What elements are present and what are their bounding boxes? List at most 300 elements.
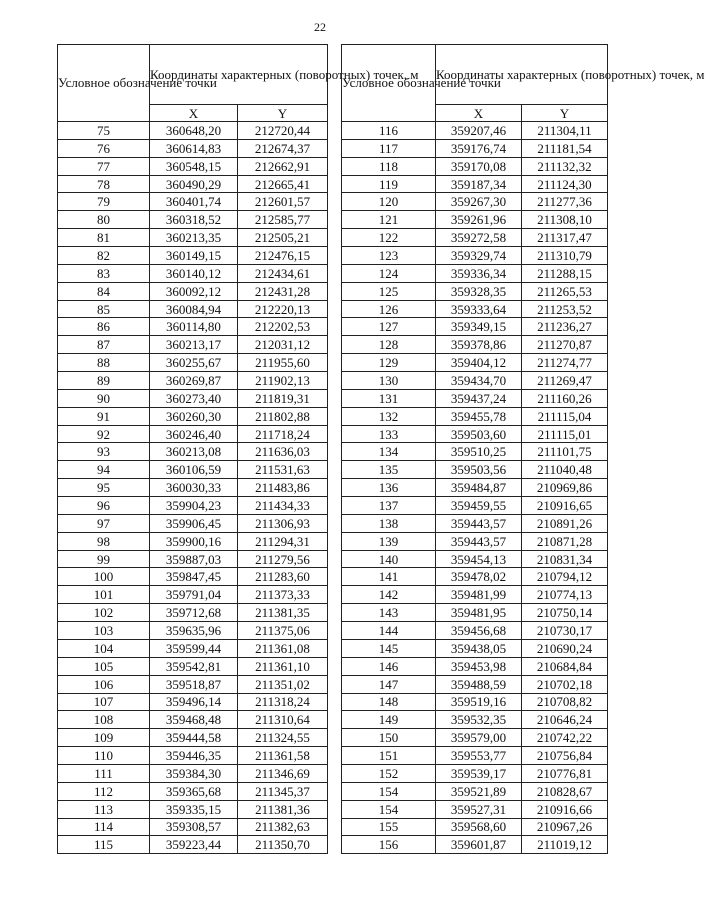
point-id-cell: 114 [58,818,150,836]
y-coordinate-cell: 212674,37 [238,139,328,157]
y-coordinate-cell: 210831,34 [522,550,608,568]
coordinates-table-right [341,44,705,854]
point-id-cell: 76 [58,139,150,157]
point-id-cell: 141 [342,568,436,586]
y-coordinate-cell: 212202,53 [238,318,328,336]
x-coordinate-cell: 360401,74 [150,193,238,211]
point-id-cell: 123 [342,247,436,265]
x-coordinate-cell: 359365,68 [150,782,238,800]
table-row [58,157,328,175]
y-coordinate-cell: 211318,24 [238,693,328,711]
y-coordinate-cell: 212585,77 [238,211,328,229]
table-row [58,818,328,836]
header-point-label: Условное обозначение точки [342,45,436,122]
y-coordinate-cell: 210967,26 [522,818,608,836]
x-coordinate-cell: 359553,77 [436,747,522,765]
y-coordinate-cell: 212505,21 [238,229,328,247]
point-id-cell: 116 [342,122,436,140]
y-coordinate-cell: 211381,36 [238,800,328,818]
point-id-cell: 147 [342,675,436,693]
x-coordinate-cell: 360246,40 [150,425,238,443]
table-row [342,479,608,497]
point-id-cell: 110 [58,747,150,765]
table-row [342,532,608,550]
table-row [342,336,608,354]
point-id-cell: 126 [342,300,436,318]
table-row [58,425,328,443]
x-coordinate-cell: 360318,52 [150,211,238,229]
table-row [58,407,328,425]
x-coordinate-cell: 359437,24 [436,389,522,407]
header-coordinates: Координаты характерных (поворотных) точек, м [436,45,608,105]
x-coordinate-cell: 359601,87 [436,836,522,854]
point-id-cell: 149 [342,711,436,729]
x-coordinate-cell: 360084,94 [150,300,238,318]
table-row [342,407,608,425]
table-row [58,836,328,854]
table-row [342,247,608,265]
y-coordinate-cell: 211373,33 [238,586,328,604]
table-row [58,300,328,318]
x-coordinate-cell: 359207,46 [436,122,522,140]
table-row [342,443,608,461]
point-id-cell: 140 [342,550,436,568]
x-coordinate-cell: 359478,02 [436,568,522,586]
point-id-cell: 101 [58,586,150,604]
y-coordinate-cell: 211483,86 [238,479,328,497]
point-id-cell: 87 [58,336,150,354]
x-coordinate-cell: 359455,78 [436,407,522,425]
x-coordinate-cell: 359223,44 [150,836,238,854]
y-coordinate-cell: 211346,69 [238,764,328,782]
x-coordinate-cell: 359542,81 [150,657,238,675]
x-coordinate-cell: 359328,35 [436,282,522,300]
x-coordinate-cell: 359384,30 [150,764,238,782]
table-row [58,586,328,604]
point-id-cell: 124 [342,264,436,282]
x-coordinate-cell: 359527,31 [436,800,522,818]
header-x: X [150,105,238,122]
point-id-cell: 94 [58,461,150,479]
y-coordinate-cell: 211350,70 [238,836,328,854]
table-row [58,193,328,211]
point-id-cell: 134 [342,443,436,461]
point-id-cell: 156 [342,836,436,854]
table-row [342,389,608,407]
y-coordinate-cell: 211288,15 [522,264,608,282]
x-coordinate-cell: 360614,83 [150,139,238,157]
y-coordinate-cell: 212031,12 [238,336,328,354]
point-id-cell: 83 [58,264,150,282]
point-id-cell: 108 [58,711,150,729]
x-coordinate-cell: 360106,59 [150,461,238,479]
point-id-cell: 122 [342,229,436,247]
table-row [342,139,608,157]
y-coordinate-cell: 210646,24 [522,711,608,729]
y-coordinate-cell: 211253,52 [522,300,608,318]
table-row [58,675,328,693]
header-point-label: Условное обозначение точки [58,45,150,122]
x-coordinate-cell: 359434,70 [436,372,522,390]
point-id-cell: 103 [58,622,150,640]
y-coordinate-cell: 210742,22 [522,729,608,747]
table-row [342,586,608,604]
x-coordinate-cell: 359336,34 [436,264,522,282]
x-coordinate-cell: 359481,99 [436,586,522,604]
point-id-cell: 78 [58,175,150,193]
x-coordinate-cell: 359459,55 [436,497,522,515]
table-row [342,354,608,372]
y-coordinate-cell: 211317,47 [522,229,608,247]
table-row [342,675,608,693]
x-coordinate-cell: 359176,74 [436,139,522,157]
table-row [58,764,328,782]
point-id-cell: 137 [342,497,436,515]
point-id-cell: 131 [342,389,436,407]
y-coordinate-cell: 210828,67 [522,782,608,800]
table-row [342,800,608,818]
table-row [58,354,328,372]
point-id-cell: 150 [342,729,436,747]
y-coordinate-cell: 211115,04 [522,407,608,425]
table-row [58,800,328,818]
x-coordinate-cell: 359329,74 [436,247,522,265]
point-id-cell: 91 [58,407,150,425]
point-id-cell: 128 [342,336,436,354]
x-coordinate-cell: 360213,08 [150,443,238,461]
table-row [58,282,328,300]
x-coordinate-cell: 359510,25 [436,443,522,461]
y-coordinate-cell: 211310,79 [522,247,608,265]
x-coordinate-cell: 360548,15 [150,157,238,175]
y-coordinate-cell: 212720,44 [238,122,328,140]
x-coordinate-cell: 359468,48 [150,711,238,729]
y-coordinate-cell: 210690,24 [522,639,608,657]
point-id-cell: 99 [58,550,150,568]
table-body-right [342,122,608,854]
y-coordinate-cell: 212220,13 [238,300,328,318]
point-id-cell: 143 [342,604,436,622]
x-coordinate-cell: 360213,17 [150,336,238,354]
x-coordinate-cell: 359488,59 [436,675,522,693]
x-coordinate-cell: 359404,12 [436,354,522,372]
table-row [58,711,328,729]
x-coordinate-cell: 360648,20 [150,122,238,140]
point-id-cell: 96 [58,497,150,515]
table-row [58,211,328,229]
point-id-cell: 92 [58,425,150,443]
y-coordinate-cell: 211269,47 [522,372,608,390]
y-coordinate-cell: 211270,87 [522,336,608,354]
point-id-cell: 75 [58,122,150,140]
point-id-cell: 130 [342,372,436,390]
x-coordinate-cell: 360269,87 [150,372,238,390]
point-id-cell: 105 [58,657,150,675]
point-id-cell: 142 [342,586,436,604]
y-coordinate-cell: 211381,35 [238,604,328,622]
point-id-cell: 97 [58,514,150,532]
table-row [58,497,328,515]
x-coordinate-cell: 359267,30 [436,193,522,211]
x-coordinate-cell: 359635,96 [150,622,238,640]
x-coordinate-cell: 360255,67 [150,354,238,372]
x-coordinate-cell: 359170,08 [436,157,522,175]
y-coordinate-cell: 211955,60 [238,354,328,372]
y-coordinate-cell: 211306,93 [238,514,328,532]
table-row [58,175,328,193]
point-id-cell: 152 [342,764,436,782]
x-coordinate-cell: 359484,87 [436,479,522,497]
point-id-cell: 115 [58,836,150,854]
y-coordinate-cell: 212662,91 [238,157,328,175]
y-coordinate-cell: 211345,37 [238,782,328,800]
table-row [342,711,608,729]
x-coordinate-cell: 359446,35 [150,747,238,765]
table-row [342,497,608,515]
x-coordinate-cell: 359443,57 [436,514,522,532]
x-coordinate-cell: 360092,12 [150,282,238,300]
table-row [342,264,608,282]
table-row [342,514,608,532]
y-coordinate-cell: 210891,26 [522,514,608,532]
point-id-cell: 121 [342,211,436,229]
y-coordinate-cell: 211274,77 [522,354,608,372]
table-row [342,747,608,765]
y-coordinate-cell: 210969,86 [522,479,608,497]
table-row [58,479,328,497]
y-coordinate-cell: 211434,33 [238,497,328,515]
x-coordinate-cell: 359308,57 [150,818,238,836]
table-row [342,622,608,640]
table-row [58,747,328,765]
point-id-cell: 132 [342,407,436,425]
table-row [58,389,328,407]
y-coordinate-cell: 210730,17 [522,622,608,640]
y-coordinate-cell: 212476,15 [238,247,328,265]
y-coordinate-cell: 210774,13 [522,586,608,604]
point-id-cell: 104 [58,639,150,657]
table-row [342,461,608,479]
x-coordinate-cell: 359579,00 [436,729,522,747]
table-row [342,764,608,782]
y-coordinate-cell: 211279,56 [238,550,328,568]
table-row [342,193,608,211]
point-id-cell: 98 [58,532,150,550]
table-row [342,300,608,318]
x-coordinate-cell: 359444,58 [150,729,238,747]
y-coordinate-cell: 211375,06 [238,622,328,640]
y-coordinate-cell: 210794,12 [522,568,608,586]
point-id-cell: 112 [58,782,150,800]
y-coordinate-cell: 211819,31 [238,389,328,407]
x-coordinate-cell: 359521,89 [436,782,522,800]
table-row [342,818,608,836]
point-id-cell: 93 [58,443,150,461]
x-coordinate-cell: 359712,68 [150,604,238,622]
y-coordinate-cell: 212431,28 [238,282,328,300]
point-id-cell: 151 [342,747,436,765]
point-id-cell: 109 [58,729,150,747]
x-coordinate-cell: 359518,87 [150,675,238,693]
header-y: Y [522,105,608,122]
y-coordinate-cell: 211160,26 [522,389,608,407]
table-row [58,568,328,586]
y-coordinate-cell: 211294,31 [238,532,328,550]
x-coordinate-cell: 359532,35 [436,711,522,729]
table-row [58,229,328,247]
y-coordinate-cell: 212665,41 [238,175,328,193]
point-id-cell: 148 [342,693,436,711]
point-id-cell: 144 [342,622,436,640]
y-coordinate-cell: 211181,54 [522,139,608,157]
x-coordinate-cell: 359539,17 [436,764,522,782]
table-row [58,532,328,550]
y-coordinate-cell: 210702,18 [522,675,608,693]
y-coordinate-cell: 210916,66 [522,800,608,818]
x-coordinate-cell: 360030,33 [150,479,238,497]
y-coordinate-cell: 211124,30 [522,175,608,193]
table-row [58,657,328,675]
header-y: Y [238,105,328,122]
table-row [58,443,328,461]
point-id-cell: 135 [342,461,436,479]
table-row [58,550,328,568]
y-coordinate-cell: 211277,36 [522,193,608,211]
point-id-cell: 127 [342,318,436,336]
table-row [58,122,328,140]
y-coordinate-cell: 211636,03 [238,443,328,461]
table-row [342,782,608,800]
x-coordinate-cell: 360490,29 [150,175,238,193]
x-coordinate-cell: 359456,68 [436,622,522,640]
point-id-cell: 117 [342,139,436,157]
x-coordinate-cell: 359453,98 [436,657,522,675]
y-coordinate-cell: 211019,12 [522,836,608,854]
y-coordinate-cell: 211361,10 [238,657,328,675]
point-id-cell: 154 [342,782,436,800]
x-coordinate-cell: 359333,64 [436,300,522,318]
y-coordinate-cell: 211351,02 [238,675,328,693]
table-row [342,604,608,622]
point-id-cell: 77 [58,157,150,175]
x-coordinate-cell: 359335,15 [150,800,238,818]
table-row [58,372,328,390]
y-coordinate-cell: 210684,84 [522,657,608,675]
table-row [58,264,328,282]
table-row [342,211,608,229]
point-id-cell: 82 [58,247,150,265]
x-coordinate-cell: 360114,80 [150,318,238,336]
x-coordinate-cell: 359378,86 [436,336,522,354]
x-coordinate-cell: 359438,05 [436,639,522,657]
point-id-cell: 136 [342,479,436,497]
x-coordinate-cell: 359272,58 [436,229,522,247]
x-coordinate-cell: 359496,14 [150,693,238,711]
y-coordinate-cell: 211283,60 [238,568,328,586]
x-coordinate-cell: 359503,56 [436,461,522,479]
header-x: X [436,105,522,122]
x-coordinate-cell: 359847,45 [150,568,238,586]
x-coordinate-cell: 359503,60 [436,425,522,443]
table-row [342,550,608,568]
table-row [58,693,328,711]
point-id-cell: 133 [342,425,436,443]
table-row [342,122,608,140]
y-coordinate-cell: 211236,27 [522,318,608,336]
x-coordinate-cell: 359261,96 [436,211,522,229]
table-row [342,175,608,193]
y-coordinate-cell: 211132,32 [522,157,608,175]
x-coordinate-cell: 359887,03 [150,550,238,568]
y-coordinate-cell: 211902,13 [238,372,328,390]
x-coordinate-cell: 360149,15 [150,247,238,265]
table-row [58,139,328,157]
table-body-left [58,122,328,854]
point-id-cell: 100 [58,568,150,586]
y-coordinate-cell: 210916,65 [522,497,608,515]
table-row [342,729,608,747]
point-id-cell: 80 [58,211,150,229]
y-coordinate-cell: 211308,10 [522,211,608,229]
x-coordinate-cell: 359187,34 [436,175,522,193]
x-coordinate-cell: 359904,23 [150,497,238,515]
table-row [342,693,608,711]
point-id-cell: 155 [342,818,436,836]
table-row [58,461,328,479]
table-row [342,282,608,300]
point-id-cell: 138 [342,514,436,532]
point-id-cell: 111 [58,764,150,782]
y-coordinate-cell: 211718,24 [238,425,328,443]
point-id-cell: 90 [58,389,150,407]
y-coordinate-cell: 210756,84 [522,747,608,765]
point-id-cell: 118 [342,157,436,175]
x-coordinate-cell: 359349,15 [436,318,522,336]
y-coordinate-cell: 211101,75 [522,443,608,461]
x-coordinate-cell: 360140,12 [150,264,238,282]
y-coordinate-cell: 212434,61 [238,264,328,282]
table-row [342,425,608,443]
y-coordinate-cell: 210708,82 [522,693,608,711]
point-id-cell: 107 [58,693,150,711]
table-row [58,336,328,354]
point-id-cell: 85 [58,300,150,318]
y-coordinate-cell: 211265,53 [522,282,608,300]
point-id-cell: 146 [342,657,436,675]
x-coordinate-cell: 360273,40 [150,389,238,407]
point-id-cell: 125 [342,282,436,300]
x-coordinate-cell: 359443,57 [436,532,522,550]
table-row [58,514,328,532]
point-id-cell: 79 [58,193,150,211]
table-row [342,229,608,247]
point-id-cell: 81 [58,229,150,247]
x-coordinate-cell: 359906,45 [150,514,238,532]
y-coordinate-cell: 211361,58 [238,747,328,765]
x-coordinate-cell: 359791,04 [150,586,238,604]
point-id-cell: 154 [342,800,436,818]
point-id-cell: 95 [58,479,150,497]
point-id-cell: 86 [58,318,150,336]
table-row [342,318,608,336]
y-coordinate-cell: 211802,88 [238,407,328,425]
page-number: 22 [314,20,326,34]
point-id-cell: 139 [342,532,436,550]
x-coordinate-cell: 359568,60 [436,818,522,836]
y-coordinate-cell: 211040,48 [522,461,608,479]
y-coordinate-cell: 210750,14 [522,604,608,622]
point-id-cell: 145 [342,639,436,657]
